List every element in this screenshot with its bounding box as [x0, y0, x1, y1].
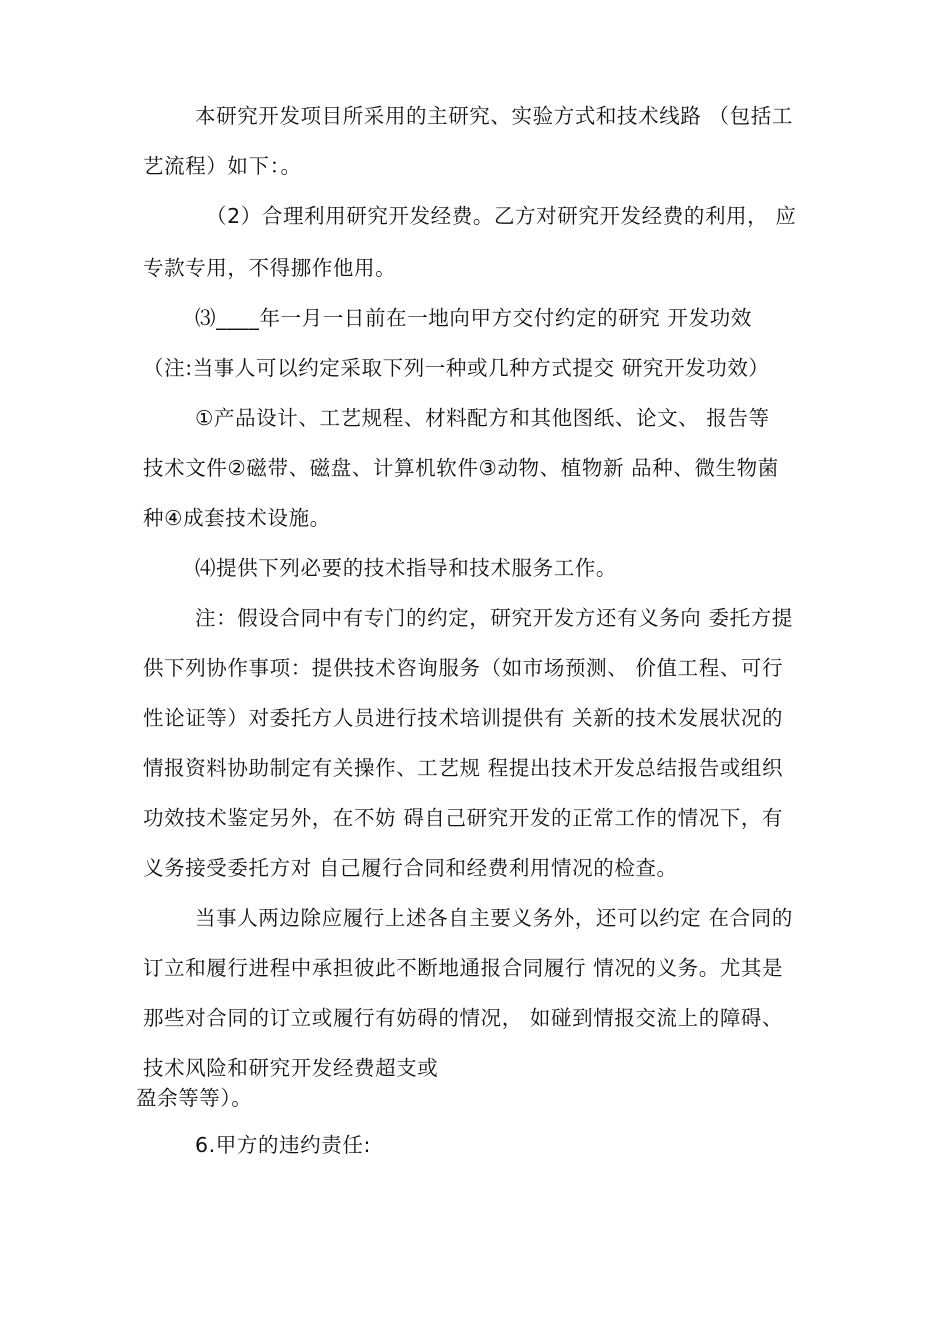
text-line: 订立和履行进程中承担彼此不断地通报合同履行 情况的义务。尤其是 [143, 956, 784, 980]
text-line: 性论证等）对委托方人员进行技术培训提供有 关新的技术发展状况的 [143, 706, 784, 730]
text-line: （2）合理利用研究开发经费。乙方对研究开发经费的利用， 应 [206, 204, 797, 228]
section-heading: 6.甲方的违约责任: [195, 1133, 371, 1157]
text-line: 技术风险和研究开发经费超支或 [143, 1056, 439, 1080]
text-line: 功效技术鉴定另外，在不妨 碍自己研究开发的正常工作的情况下，有 [143, 806, 784, 830]
text-line: 专款专用，不得挪作他用。 [143, 256, 397, 280]
text-line: ⑶____年一月一日前在一地向甲方交付约定的研究 开发功效 [195, 306, 752, 330]
text-line: ①产品设计、工艺规程、材料配方和其他图纸、论文、 报告等 [195, 406, 770, 430]
text-line: ⑷提供下列必要的技术指导和技术服务工作。 [195, 556, 617, 580]
text-line: 供下列协作事项：提供技术咨询服务（如市场预测、 价值工程、可行 [143, 656, 784, 680]
text-line: 种④成套技术设施。 [143, 506, 331, 530]
text-line: 技术文件②磁带、磁盘、计算机软件③动物、植物新 品种、微生物菌 [143, 456, 779, 480]
text-line: 那些对合同的订立或履行有妨碍的情况， 如碰到情报交流上的障碍、 [143, 1006, 784, 1030]
text-line: 情报资料协助制定有关操作、工艺规 程提出技术开发总结报告或组织 [143, 756, 784, 780]
text-line: 义务接受委托方对 自己履行合同和经费利用情况的检查。 [143, 856, 678, 880]
text-line: 盈余等等）。 [136, 1086, 253, 1110]
text-line: 当事人两边除应履行上述各自主要义务外，还可以约定 在合同的 [195, 906, 793, 930]
text-line: 本研究开发项目所采用的主研究、实验方式和技术线路 （包括工 [195, 104, 793, 128]
text-line: 注：假设合同中有专门的约定，研究开发方还有义务向 委托方提 [195, 606, 793, 630]
text-line: （注:当事人可以约定采取下列一种或几种方式提交 研究开发功效） [143, 356, 770, 380]
text-line: 艺流程）如下：。 [143, 154, 302, 178]
